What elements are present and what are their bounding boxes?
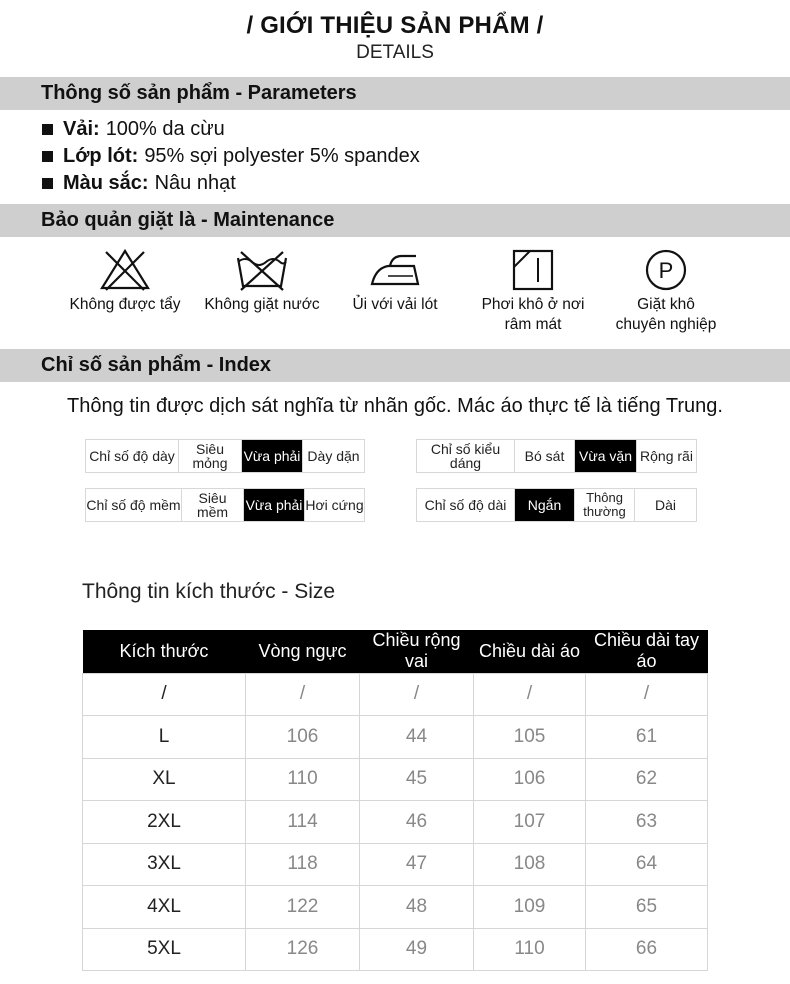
- size-table: [82, 630, 708, 971]
- size-cell: 4XL: [83, 886, 246, 929]
- table-cell: 114: [246, 801, 360, 844]
- size-cell: /: [83, 673, 246, 716]
- size-cell: 3XL: [83, 843, 246, 886]
- index-option-selected: Vừa vặn: [575, 440, 637, 472]
- dry-shade-icon: [511, 248, 555, 292]
- care-label: Phơi khô ở nơi: [481, 296, 585, 313]
- bullet-icon: [42, 178, 53, 189]
- size-cell: L: [83, 716, 246, 759]
- table-row: [83, 928, 708, 971]
- table-cell: 64: [586, 843, 708, 886]
- parameter-value: Nâu nhạt: [154, 172, 236, 194]
- bullet-icon: [42, 151, 53, 162]
- table-cell: 108: [474, 843, 586, 886]
- column-header: Kích thước: [83, 630, 246, 673]
- table-row: [83, 673, 708, 716]
- table-cell: 48: [360, 886, 474, 929]
- care-iron: [325, 248, 465, 315]
- index-option: Dài: [654, 497, 676, 513]
- table-cell: 106: [246, 716, 360, 759]
- table-row: [83, 758, 708, 801]
- table-row: [83, 801, 708, 844]
- bullet-icon: [42, 124, 53, 135]
- table-cell: 62: [586, 758, 708, 801]
- index-option: Dày dặn: [307, 448, 360, 464]
- parameter-item: [42, 116, 420, 143]
- care-dry-shade: [463, 248, 603, 335]
- table-cell: /: [474, 673, 586, 716]
- size-table-header: [83, 630, 708, 673]
- parameter-label: Màu sắc:: [63, 172, 149, 194]
- table-cell: 46: [360, 801, 474, 844]
- size-cell: 5XL: [83, 928, 246, 971]
- table-cell: 47: [360, 843, 474, 886]
- table-cell: 65: [586, 886, 708, 929]
- parameter-item: [42, 143, 420, 170]
- care-label-line2: râm mát: [504, 316, 562, 333]
- index-scale-label: Chỉ số độ dày: [86, 440, 179, 472]
- section-index-title: Chỉ số sản phẩm - Index: [41, 354, 272, 376]
- table-cell: 122: [246, 886, 360, 929]
- index-option-selected: Vừa phải: [242, 440, 303, 472]
- table-cell: 49: [360, 928, 474, 971]
- index-scale-fit: [416, 439, 697, 473]
- index-scale-label: Chỉ số độ dài: [417, 489, 515, 521]
- care-label: Không được tẩy: [69, 296, 181, 313]
- index-option: Siêu mềm: [182, 489, 244, 521]
- table-cell: 63: [586, 801, 708, 844]
- dry-clean-icon: [644, 248, 688, 292]
- table-cell: /: [246, 673, 360, 716]
- table-row: [83, 886, 708, 929]
- index-scale-thickness: [85, 439, 365, 473]
- parameter-value: 95% sợi polyester 5% spandex: [144, 145, 420, 167]
- index-option-selected: Ngắn: [515, 489, 575, 521]
- page-subtitle: DETAILS: [356, 42, 434, 63]
- column-header: Chiều dài áo: [474, 630, 586, 673]
- table-cell: /: [360, 673, 474, 716]
- section-index: [0, 349, 790, 382]
- index-scale-label: Chỉ số độ mềm: [86, 489, 182, 521]
- table-cell: 105: [474, 716, 586, 759]
- index-scale-softness: [85, 488, 365, 522]
- care-no-bleach: [55, 248, 195, 315]
- table-cell: 110: [246, 758, 360, 801]
- index-note: Thông tin được dịch sát nghĩa từ nhãn gốc. Mác áo thực tế là tiếng Trung.: [67, 395, 723, 417]
- table-cell: 44: [360, 716, 474, 759]
- table-row: [83, 716, 708, 759]
- care-label: Giặt khô: [637, 296, 695, 313]
- column-header: Chiều dài tay áo: [586, 630, 708, 673]
- table-cell: 61: [586, 716, 708, 759]
- parameter-item: [42, 170, 420, 197]
- parameter-list: [42, 116, 420, 197]
- care-label-line2: chuyên nghiệp: [615, 316, 717, 333]
- care-no-wash: [192, 248, 332, 315]
- index-option: Siêu mỏng: [179, 440, 242, 472]
- care-label: Không giặt nước: [204, 296, 320, 313]
- index-scale-length: [416, 488, 697, 522]
- care-dry-clean: [596, 248, 736, 335]
- no-wash-icon: [235, 248, 289, 292]
- care-label: Ủi với vải lót: [352, 296, 438, 313]
- table-cell: 45: [360, 758, 474, 801]
- table-row: [83, 843, 708, 886]
- parameter-value: 100% da cừu: [105, 118, 225, 140]
- section-maintenance-title: Bảo quản giặt là - Maintenance: [41, 209, 335, 231]
- table-cell: 106: [474, 758, 586, 801]
- column-header: Chiều rộng vai: [360, 630, 474, 673]
- page-title: / GIỚI THIỆU SẢN PHẨM /: [246, 12, 544, 39]
- no-bleach-icon: [99, 248, 151, 292]
- table-cell: 109: [474, 886, 586, 929]
- index-option-selected: Vừa phải: [244, 489, 305, 521]
- column-header: Vòng ngực: [246, 630, 360, 673]
- svg-text:P: P: [658, 258, 674, 283]
- index-option: Hơi cứng: [305, 497, 364, 513]
- table-cell: 126: [246, 928, 360, 971]
- size-cell: 2XL: [83, 801, 246, 844]
- table-cell: 110: [474, 928, 586, 971]
- parameter-label: Vải:: [63, 118, 100, 140]
- section-parameters-title: Thông số sản phẩm - Parameters: [41, 82, 357, 104]
- index-option: Rộng rãi: [640, 448, 693, 464]
- section-maintenance: [0, 204, 790, 237]
- table-cell: /: [586, 673, 708, 716]
- size-cell: XL: [83, 758, 246, 801]
- table-cell: 66: [586, 928, 708, 971]
- table-cell: 107: [474, 801, 586, 844]
- parameter-label: Lớp lót:: [63, 145, 139, 167]
- iron-icon: [368, 248, 422, 292]
- index-option: Thông thường: [575, 489, 635, 521]
- section-parameters: [0, 77, 790, 110]
- size-section-title: Thông tin kích thước - Size: [82, 580, 336, 603]
- index-option: Bó sát: [515, 440, 575, 472]
- table-cell: 118: [246, 843, 360, 886]
- index-scale-label: Chỉ số kiểu dáng: [417, 440, 515, 472]
